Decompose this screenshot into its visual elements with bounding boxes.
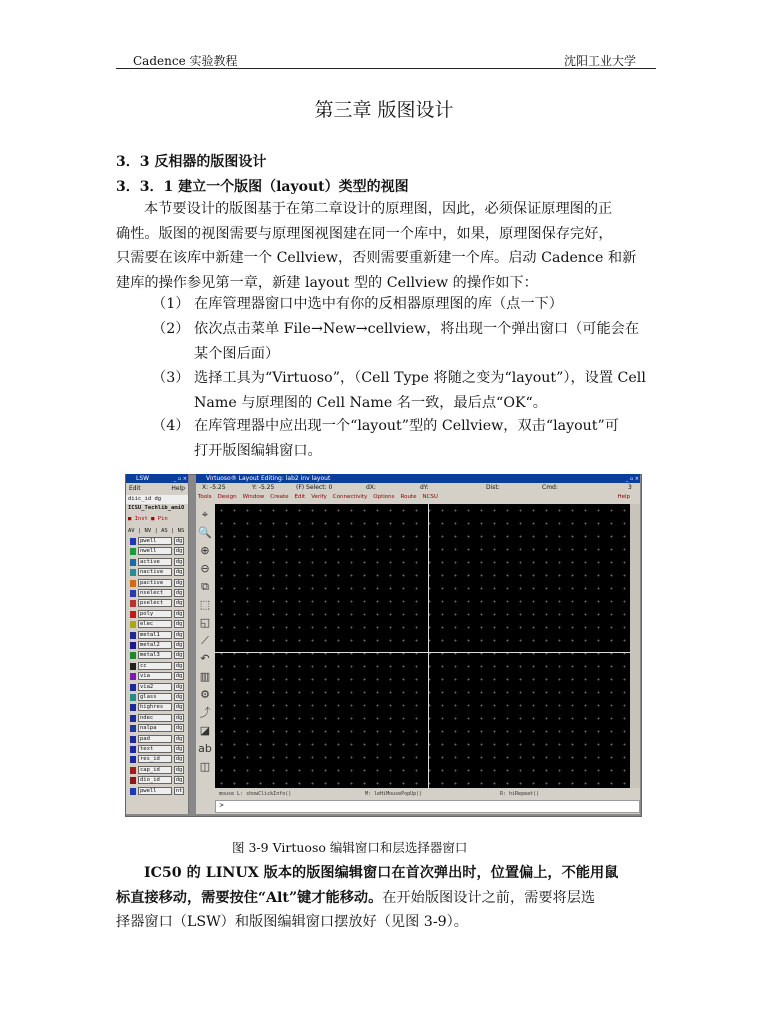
lsw-layer-row[interactable]	[128, 662, 184, 671]
menu-tools[interactable]: Tools	[198, 494, 212, 500]
layer-purpose: nt	[175, 787, 183, 794]
canvas-x-axis	[215, 652, 630, 653]
step-1	[152, 292, 652, 317]
lsw-layer-row[interactable]	[128, 610, 184, 619]
step-3	[152, 366, 652, 416]
virtuoso-title: Virtuoso® Layout Editing: lab2 inv layout	[206, 475, 331, 482]
layer-name: active	[138, 558, 172, 566]
layer-swatch-icon	[130, 632, 136, 639]
layer-purpose: dg	[175, 694, 183, 700]
lsw-layer-row[interactable]	[128, 589, 184, 598]
step-line: 依次点击菜单 File→New→cellview，将出现一个弹出窗口（可能会在	[194, 321, 640, 337]
layer-swatch-icon	[130, 590, 136, 597]
toolbar-tool-icon[interactable]: ⧉	[201, 580, 209, 593]
layer-swatch-icon	[130, 767, 136, 774]
layer-swatch-icon	[130, 746, 136, 753]
lsw-layer-row[interactable]	[128, 579, 184, 588]
mouse-status-bar	[215, 790, 640, 799]
lsw-layer-list	[126, 537, 188, 797]
layer-purpose: dg	[175, 538, 183, 544]
layer-name: nselect	[138, 589, 172, 597]
layer-name: poly	[138, 610, 172, 618]
step-text	[194, 366, 652, 415]
layer-name: metal1	[138, 631, 172, 639]
lsw-menubar	[126, 483, 188, 495]
virtuoso-titlebar	[196, 474, 640, 483]
step-number: （1）	[152, 296, 190, 312]
layer-swatch-icon	[130, 684, 136, 691]
intro-paragraph	[116, 197, 652, 295]
vertical-scrollbar[interactable]	[630, 504, 640, 788]
virtuoso-toolbar	[196, 504, 214, 804]
chapter-title: 第三章 版图设计	[314, 99, 454, 121]
lsw-layer-row[interactable]	[128, 631, 184, 640]
virtuoso-window	[196, 474, 640, 814]
figure-caption: 图 3-9 Virtuoso 编辑窗口和层选择器窗口	[232, 840, 468, 855]
layer-purpose: dg	[175, 662, 183, 669]
step-2	[152, 317, 652, 367]
layer-name: nalpa	[138, 724, 172, 732]
layer-swatch-icon	[130, 756, 136, 763]
layer-purpose: dg	[175, 725, 183, 732]
toolbar-tool-icon[interactable]: ⊖	[200, 562, 210, 575]
layer-purpose: dg	[175, 600, 183, 607]
layer-purpose: dg	[175, 777, 183, 784]
delta-y: dY:	[420, 484, 429, 491]
distance: Dist:	[486, 484, 500, 491]
window-controls-icon[interactable]: _ ▫ ×	[625, 476, 639, 482]
step-text	[194, 414, 652, 463]
layer-swatch-icon	[130, 580, 136, 587]
status-left: mouse L: showClickInfo()	[219, 791, 292, 797]
lsw-layer-row[interactable]	[128, 703, 184, 712]
lsw-layer-row[interactable]	[128, 693, 184, 702]
layer-purpose: dg	[175, 610, 183, 617]
step-text	[194, 317, 652, 366]
step-line: 选择工具为“Virtuoso”，（Cell Type 将随之变为“layout”），设置 Cell	[194, 370, 646, 386]
lsw-layer-row[interactable]	[128, 755, 184, 764]
layer-name: cap_id	[138, 766, 172, 774]
lsw-techlib: ICSU_Techlib_amiO	[128, 505, 185, 511]
menu-verify[interactable]: Verify	[311, 494, 327, 500]
step-line: 在库管理器中应出现一个“layout”型的 Cellview，双击“layout”可	[194, 418, 619, 434]
layer-name: metal3	[138, 651, 172, 659]
step-line: 打开版图编辑窗口。	[194, 442, 322, 459]
canvas-y-axis	[428, 504, 429, 788]
layer-purpose: dg	[175, 548, 183, 555]
layer-name: ndec	[138, 714, 172, 722]
menu-ncsu[interactable]: NCSU	[422, 494, 438, 500]
command-input[interactable]	[215, 800, 640, 813]
lsw-window	[126, 474, 189, 814]
menu-help[interactable]: Help	[617, 494, 630, 500]
toolbar-tool-icon[interactable]: ⤴	[199, 706, 211, 719]
layer-swatch-icon	[130, 621, 136, 628]
layer-swatch-icon	[130, 600, 136, 607]
menu-route[interactable]: Route	[400, 494, 417, 500]
lsw-layer-row[interactable]	[128, 735, 184, 744]
toolbar-tool-icon[interactable]: ⊕	[200, 544, 210, 557]
virtuoso-coordinates-bar	[196, 483, 640, 492]
select-count: (F) Select: 0	[296, 484, 333, 491]
toolbar-tool-icon[interactable]: ▥	[199, 670, 211, 683]
lsw-layer-row[interactable]	[128, 547, 184, 556]
toolbar-tool-icon[interactable]: 🔍	[198, 526, 212, 539]
menu-connectivity[interactable]: Connectivity	[332, 494, 368, 500]
lsw-layer-row[interactable]	[128, 766, 184, 775]
layer-purpose: dg	[175, 704, 183, 711]
layer-swatch-icon	[130, 538, 136, 545]
lsw-layer-row[interactable]	[128, 672, 184, 681]
step-line: 某个图后面）	[194, 345, 280, 362]
layer-swatch-icon	[130, 663, 136, 670]
layer-name: nwell	[138, 547, 172, 555]
layer-name: metal2	[138, 641, 172, 649]
layer-purpose: dg	[175, 714, 183, 721]
step-line: Name 与原理图的 Cell Name 名一致，最后点“OK“。	[194, 394, 547, 411]
window-controls-icon[interactable]: _ ▫ ×	[173, 476, 187, 482]
closing-line	[116, 886, 652, 911]
lsw-layer-row[interactable]	[128, 776, 184, 785]
lsw-layer-row[interactable]	[128, 714, 184, 723]
layer-swatch-icon	[130, 694, 136, 701]
closing-last-line: 择器窗口（LSW）和版图编辑窗口摆放好（见图 3-9）。	[116, 914, 468, 930]
layer-name: pactive	[138, 579, 172, 587]
step-number: （3）	[152, 370, 190, 386]
layer-name: pwell	[138, 787, 172, 795]
layer-name: elec	[138, 620, 172, 628]
layer-purpose: dg	[175, 652, 183, 659]
layer-swatch-icon	[130, 569, 136, 576]
menu-window[interactable]: Window	[242, 494, 265, 500]
lsw-layer-row[interactable]	[128, 641, 184, 650]
closing-paragraph	[116, 861, 652, 935]
lsw-layer-row[interactable]	[128, 683, 184, 692]
layer-name: glass	[138, 693, 172, 701]
layer-purpose: dg	[175, 642, 183, 648]
layer-name: dio_id	[138, 776, 172, 784]
toolbar-tool-icon[interactable]: ⚙	[200, 688, 210, 701]
intro-line: 建库的操作参见第一章，新建 layout 型的 Cellview 的操作如下：	[116, 274, 538, 291]
command: Cmd:	[542, 484, 558, 491]
layer-swatch-icon	[130, 673, 136, 680]
toolbar-tool-icon[interactable]: ab	[198, 742, 212, 755]
section-heading-3-3: 3．3 反相器的版图设计	[116, 154, 267, 170]
layer-purpose: dg	[175, 683, 183, 690]
lsw-layer-row[interactable]	[128, 568, 184, 577]
layer-swatch-icon	[130, 652, 136, 659]
command-prompt: >	[219, 802, 225, 809]
lsw-layer-row[interactable]	[128, 724, 184, 733]
layer-name: cc	[138, 662, 172, 670]
coord-x: X: -5.25	[202, 484, 226, 491]
lsw-title: LSW	[136, 475, 150, 482]
lsw-filter-buttons[interactable]: AV | NV | AS | NS	[128, 528, 185, 534]
intro-line: 本节要设计的版图基于在第二章设计的原理图，因此，必须保证原理图的正	[144, 201, 613, 217]
header-left: Cadence 实验教程	[133, 54, 238, 68]
closing-bold-line: 标直接移动，需要按住“Alt”键才能移动。	[116, 889, 383, 906]
layer-swatch-icon	[130, 725, 136, 732]
layer-swatch-icon	[130, 642, 136, 649]
lsw-layer-row[interactable]	[128, 651, 184, 660]
layer-name: text	[138, 745, 172, 753]
lsw-layer-row[interactable]	[128, 620, 184, 629]
toolbar-tool-icon[interactable]: ↶	[200, 652, 210, 665]
layer-name: res_id	[138, 755, 172, 763]
layer-name: pwell	[138, 537, 172, 545]
layer-purpose: dg	[175, 579, 183, 586]
delta-x: dX:	[366, 484, 376, 491]
menu-create[interactable]: Create	[270, 494, 289, 500]
step-number: （4）	[152, 418, 190, 434]
section-heading-3-3-1: 3．3．1 建立一个版图（layout）类型的视图	[116, 179, 409, 195]
layer-purpose: dg	[175, 756, 183, 763]
lsw-layer-row[interactable]	[128, 558, 184, 567]
status-right: R: hiRepeat()	[500, 791, 540, 797]
lsw-layer-row[interactable]	[128, 537, 184, 546]
layer-name: via	[138, 672, 172, 680]
layer-swatch-icon	[130, 736, 136, 743]
layer-swatch-icon	[130, 548, 136, 555]
status-mid: M: leHiMousePopUp()	[365, 791, 423, 797]
toolbar-tool-icon[interactable]: ◱	[199, 616, 211, 629]
step-number: （2）	[152, 321, 190, 337]
toolbar-tool-icon[interactable]: ◫	[199, 760, 211, 773]
layer-purpose: dg	[175, 766, 183, 773]
menu-edit[interactable]: Edit	[294, 494, 306, 500]
toolbar-tool-icon[interactable]: ⌖	[201, 508, 209, 521]
coord-y: Y: -5.25	[252, 484, 275, 491]
layout-canvas[interactable]	[215, 504, 630, 788]
window-number: 3	[628, 484, 632, 491]
header-right: 沈阳工业大学	[564, 54, 637, 68]
lsw-menu-help[interactable]: Help	[171, 485, 185, 492]
lsw-titlebar	[126, 474, 188, 483]
closing-normal-tail: 在开始版图设计之前，需要将层选	[382, 889, 596, 906]
step-4	[152, 414, 652, 464]
lsw-menu-edit[interactable]: Edit	[129, 485, 141, 492]
menu-options[interactable]: Options	[373, 494, 395, 500]
layer-purpose: dg	[175, 590, 183, 596]
toolbar-tool-icon[interactable]: ⬚	[199, 598, 211, 611]
layer-swatch-icon	[130, 788, 136, 795]
toolbar-tool-icon[interactable]: ⟋	[201, 634, 209, 647]
layer-swatch-icon	[130, 777, 136, 784]
layer-purpose: dg	[175, 735, 183, 742]
lsw-current-layer: diic_id dg	[126, 495, 188, 504]
intro-line: 只需要在该库中新建一个 Cellview，否则需要重新建一个库。启动 Cadence 和新	[116, 250, 637, 266]
step-text: 在库管理器窗口中选中有你的反相器原理图的库（点一下）	[194, 296, 563, 312]
layer-purpose: dg	[175, 621, 183, 628]
layer-purpose: dg	[175, 746, 183, 752]
lsw-layer-row[interactable]	[128, 745, 184, 754]
layer-swatch-icon	[130, 715, 136, 722]
intro-line: 确性。版图的视图需要与原理图视图建在同一个库中，如果，原理图保存完好，	[116, 225, 613, 242]
lsw-layer-row[interactable]	[128, 599, 184, 608]
closing-bold-line: IC50 的 LINUX 版本的版图编辑窗口在首次弹出时，位置偏上，不能用鼠	[144, 865, 619, 881]
layer-purpose: dg	[175, 569, 183, 576]
layer-purpose: dg	[175, 673, 183, 680]
layer-name: highres	[138, 703, 172, 711]
layer-name: pad	[138, 735, 172, 743]
layer-purpose: dg	[175, 631, 183, 638]
layer-swatch-icon	[130, 559, 136, 566]
lsw-inst-pin[interactable]: ■ Inst ■ Pin	[128, 516, 168, 522]
header-divider	[116, 68, 656, 69]
lsw-layer-row[interactable]	[128, 787, 184, 796]
toolbar-tool-icon[interactable]: ◪	[199, 724, 211, 737]
layer-purpose: dg	[175, 558, 183, 565]
layer-swatch-icon	[130, 611, 136, 618]
layer-name: via2	[138, 683, 172, 691]
virtuoso-menubar	[196, 492, 640, 502]
layer-swatch-icon	[130, 704, 136, 711]
layer-name: pselect	[138, 599, 172, 607]
layer-name: nactive	[138, 568, 172, 576]
menu-design[interactable]: Design	[217, 494, 237, 500]
